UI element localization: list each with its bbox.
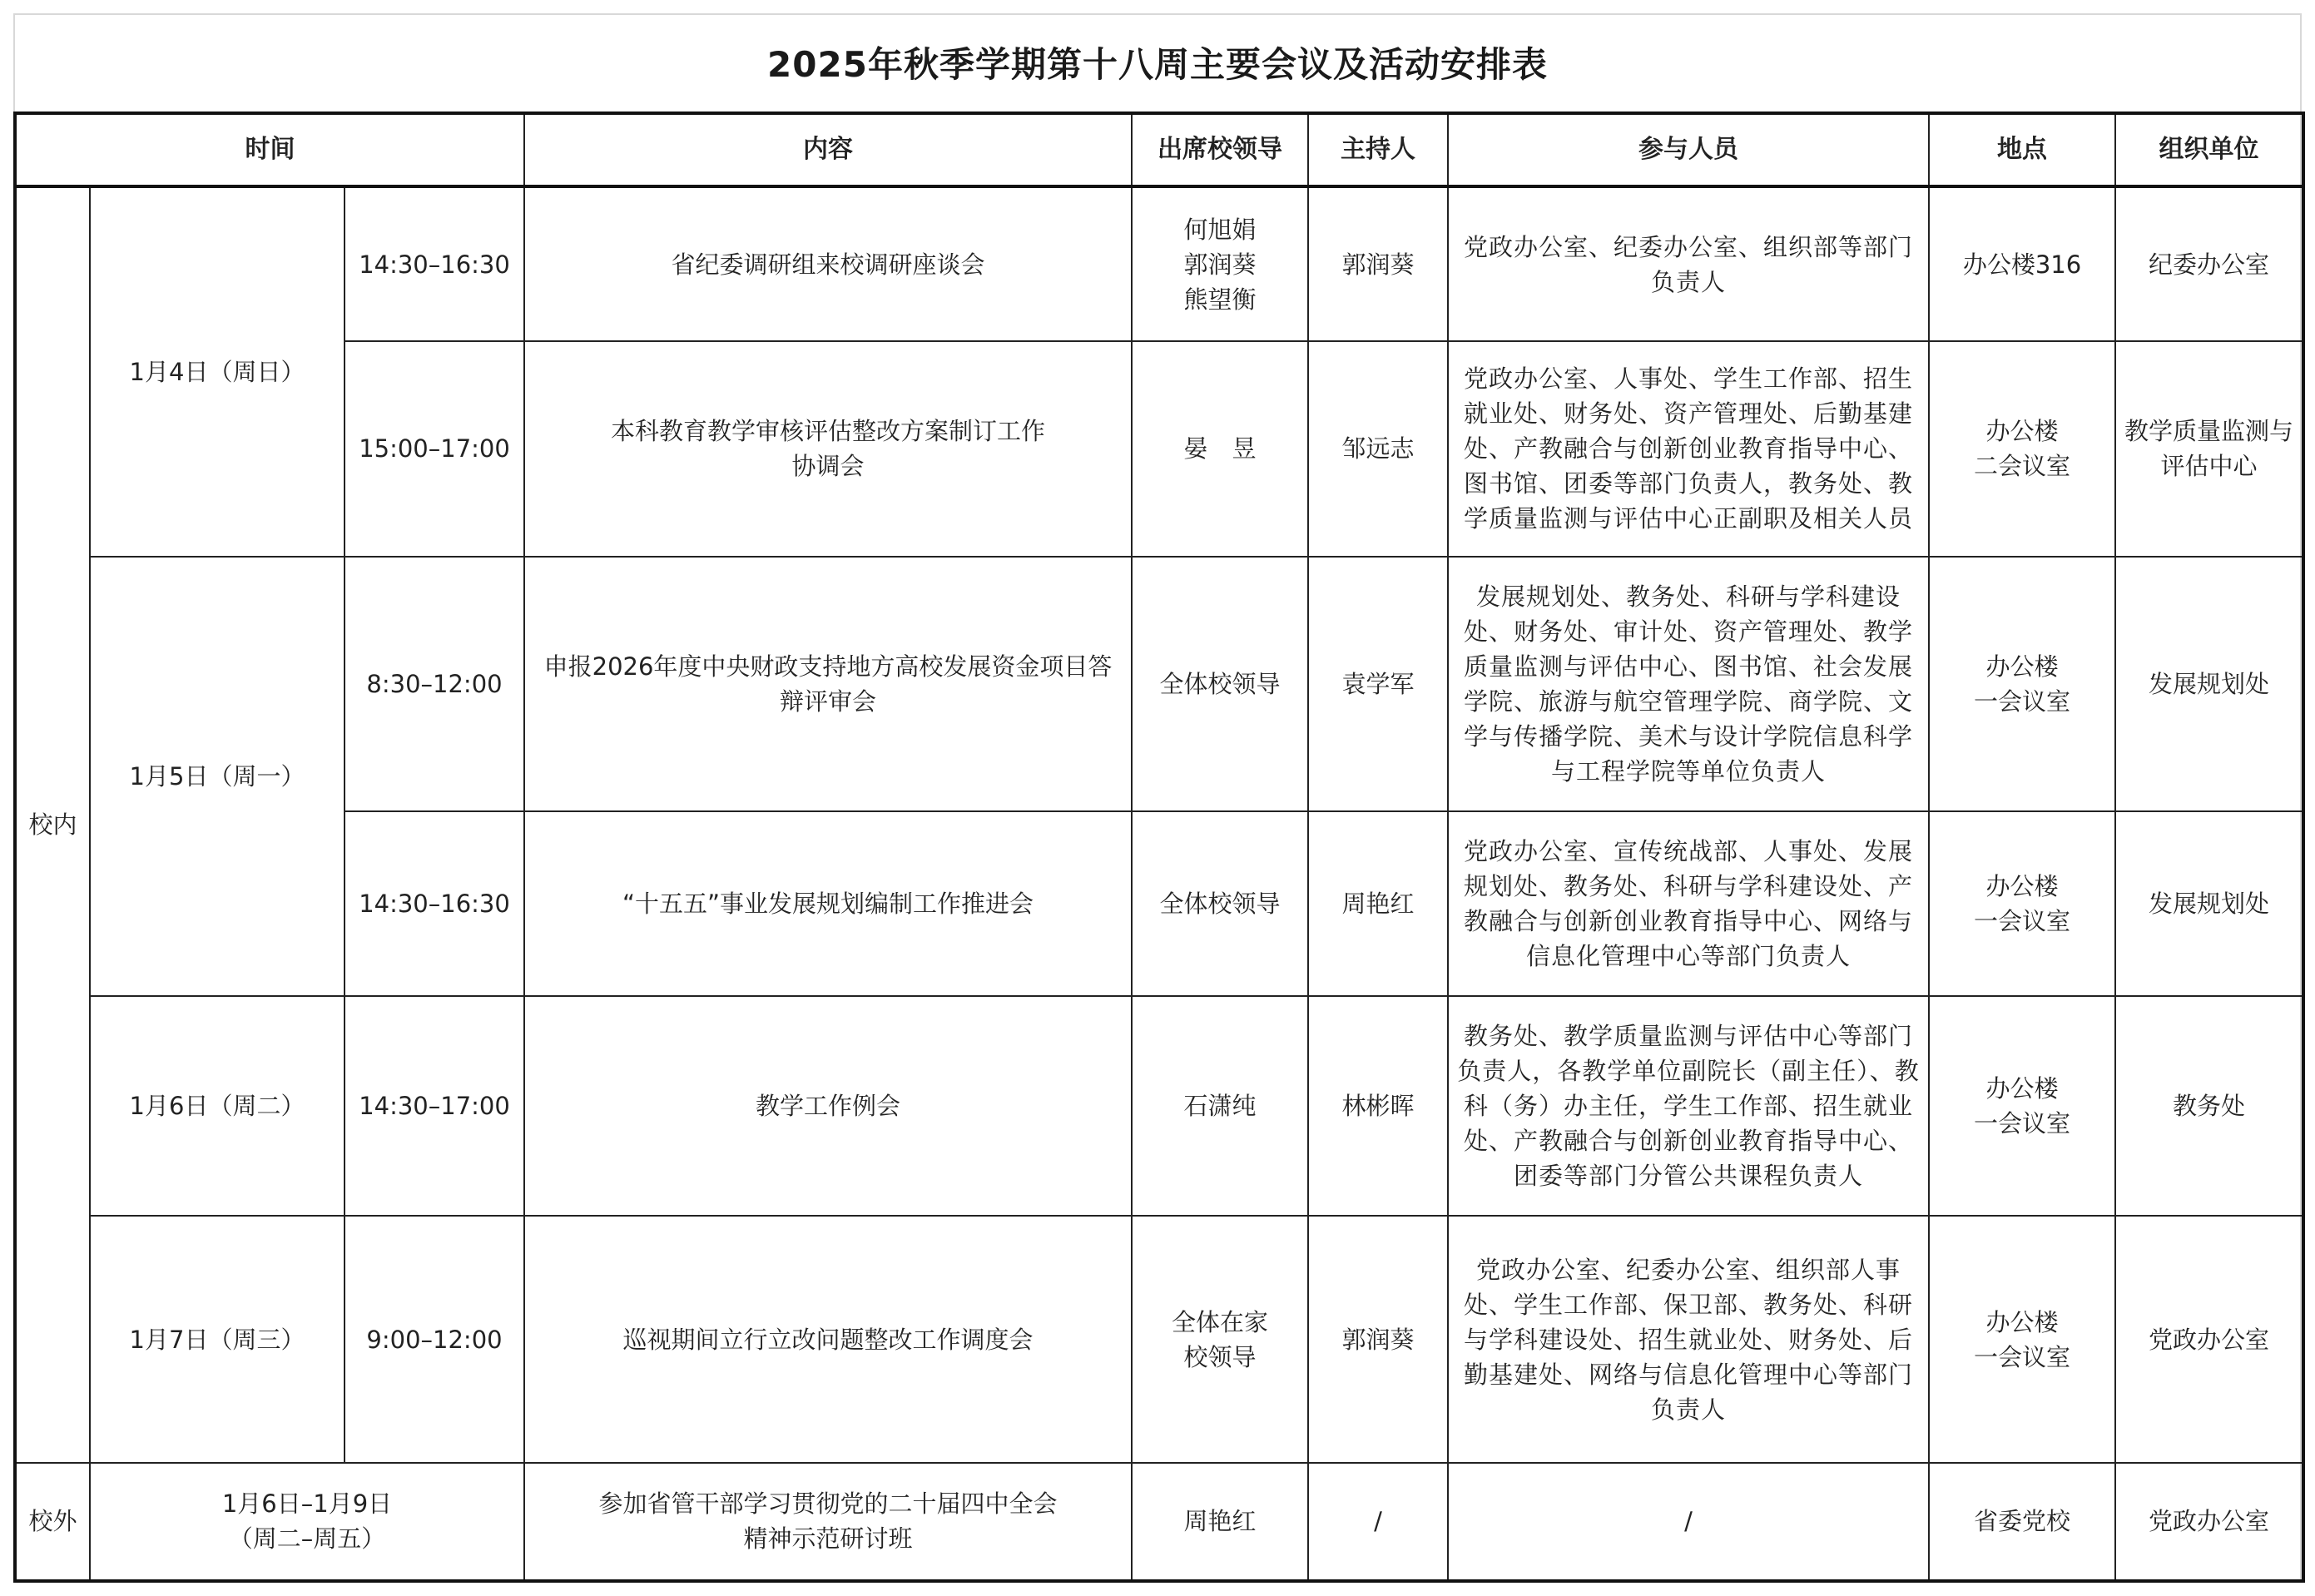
time-cell: 9:00–12:00 bbox=[345, 1216, 524, 1462]
header-participants: 参与人员 bbox=[1448, 113, 1929, 186]
organizer-cell: 发展规划处 bbox=[2115, 811, 2303, 996]
table-row bbox=[15, 996, 2303, 1216]
date-cell: 1月6日（周二） bbox=[90, 996, 345, 1216]
time-cell: 14:30–16:30 bbox=[345, 186, 524, 341]
table-row bbox=[15, 1216, 2303, 1462]
time-cell: 14:30–16:30 bbox=[345, 811, 524, 996]
header-row bbox=[15, 113, 2303, 186]
host-cell: 周艳红 bbox=[1308, 811, 1448, 996]
section-outside-label: 校外 bbox=[15, 1463, 90, 1581]
participants-cell: 党政办公室、纪委办公室、组织部人事处、学生工作部、保卫部、教务处、科研与学科建设处、招生就业处、财务处、后勤基建处、网络与信息化管理中心等部门负责人 bbox=[1448, 1216, 1929, 1462]
host-cell: 郭润葵 bbox=[1308, 1216, 1448, 1462]
organizer-cell: 纪委办公室 bbox=[2115, 186, 2303, 341]
location-cell: 办公楼 二会议室 bbox=[1929, 341, 2115, 556]
date-cell: 1月4日（周日） bbox=[90, 186, 345, 557]
page-title: 2025年秋季学期第十八周主要会议及活动安排表 bbox=[767, 44, 1548, 85]
content-cell: 教学工作例会 bbox=[524, 996, 1132, 1216]
section-inside-label: 校内 bbox=[15, 186, 90, 1463]
host-cell: 邹远志 bbox=[1308, 341, 1448, 556]
location-cell: 省委党校 bbox=[1929, 1463, 2115, 1581]
participants-cell: 发展规划处、教务处、科研与学科建设处、财务处、审计处、资产管理处、教学质量监测与评估中心、图书馆、社会发展学院、旅游与航空管理学院、商学院、文学与传播学院、美术与设计学院信息科学与工程学院等单位负责人 bbox=[1448, 557, 1929, 811]
content-cell: “十五五”事业发展规划编制工作推进会 bbox=[524, 811, 1132, 996]
participants-cell: / bbox=[1448, 1463, 1929, 1581]
table-row bbox=[15, 557, 2303, 811]
participants-cell: 党政办公室、人事处、学生工作部、招生就业处、财务处、资产管理处、后勤基建处、产教融合与创新创业教育指导中心、图书馆、团委等部门负责人，教务处、教学质量监测与评估中心正副职及相关人员 bbox=[1448, 341, 1929, 556]
content-cell: 省纪委调研组来校调研座谈会 bbox=[524, 186, 1132, 341]
leaders-cell: 全体校领导 bbox=[1132, 557, 1308, 811]
organizer-cell: 发展规划处 bbox=[2115, 557, 2303, 811]
header-leaders: 出席校领导 bbox=[1132, 113, 1308, 186]
organizer-cell: 教学质量监测与 评估中心 bbox=[2115, 341, 2303, 556]
organizer-cell: 党政办公室 bbox=[2115, 1463, 2303, 1581]
participants-cell: 教务处、教学质量监测与评估中心等部门负责人，各教学单位副院长（副主任）、教科（务）办主任，学生工作部、招生就业处、产教融合与创新创业教育指导中心、团委等部门分管公共课程负责人 bbox=[1448, 996, 1929, 1216]
host-cell: 林彬晖 bbox=[1308, 996, 1448, 1216]
content-cell: 本科教育教学审核评估整改方案制订工作 协调会 bbox=[524, 341, 1132, 556]
leaders-cell: 周艳红 bbox=[1132, 1463, 1308, 1581]
content-cell: 申报2026年度中央财政支持地方高校发展资金项目答辩评审会 bbox=[524, 557, 1132, 811]
location-cell: 办公楼316 bbox=[1929, 186, 2115, 341]
leaders-cell: 石潇纯 bbox=[1132, 996, 1308, 1216]
organizer-cell: 党政办公室 bbox=[2115, 1216, 2303, 1462]
date-cell: 1月7日（周三） bbox=[90, 1216, 345, 1462]
header-content: 内容 bbox=[524, 113, 1132, 186]
participants-cell: 党政办公室、纪委办公室、组织部等部门负责人 bbox=[1448, 186, 1929, 341]
leaders-cell: 全体校领导 bbox=[1132, 811, 1308, 996]
date-cell: 1月5日（周一） bbox=[90, 557, 345, 997]
location-cell: 办公楼 一会议室 bbox=[1929, 557, 2115, 811]
table-row bbox=[15, 341, 2303, 556]
host-cell: 袁学军 bbox=[1308, 557, 1448, 811]
header-time: 时间 bbox=[15, 113, 524, 186]
header-location: 地点 bbox=[1929, 113, 2115, 186]
date-time-cell: 1月6日–1月9日 （周二–周五） bbox=[90, 1463, 524, 1581]
content-cell: 巡视期间立行立改问题整改工作调度会 bbox=[524, 1216, 1132, 1462]
time-cell: 15:00–17:00 bbox=[345, 341, 524, 556]
location-cell: 办公楼 一会议室 bbox=[1929, 996, 2115, 1216]
location-cell: 办公楼 一会议室 bbox=[1929, 811, 2115, 996]
leaders-cell: 晏 昱 bbox=[1132, 341, 1308, 556]
host-cell: / bbox=[1308, 1463, 1448, 1581]
time-cell: 14:30–17:00 bbox=[345, 996, 524, 1216]
content-cell: 参加省管干部学习贯彻党的二十届四中全会 精神示范研讨班 bbox=[524, 1463, 1132, 1581]
leaders-cell: 何旭娟 郭润葵 熊望衡 bbox=[1132, 186, 1308, 341]
leaders-cell: 全体在家 校领导 bbox=[1132, 1216, 1308, 1462]
schedule-table bbox=[13, 112, 2305, 1583]
header-organizer: 组织单位 bbox=[2115, 113, 2303, 186]
table-row bbox=[15, 1463, 2303, 1581]
table-row bbox=[15, 186, 2303, 341]
time-cell: 8:30–12:00 bbox=[345, 557, 524, 811]
organizer-cell: 教务处 bbox=[2115, 996, 2303, 1216]
location-cell: 办公楼 一会议室 bbox=[1929, 1216, 2115, 1462]
participants-cell: 党政办公室、宣传统战部、人事处、发展规划处、教务处、科研与学科建设处、产教融合与创新创业教育指导中心、网络与信息化管理中心等部门负责人 bbox=[1448, 811, 1929, 996]
host-cell: 郭润葵 bbox=[1308, 186, 1448, 341]
table-row bbox=[15, 811, 2303, 996]
header-host: 主持人 bbox=[1308, 113, 1448, 186]
